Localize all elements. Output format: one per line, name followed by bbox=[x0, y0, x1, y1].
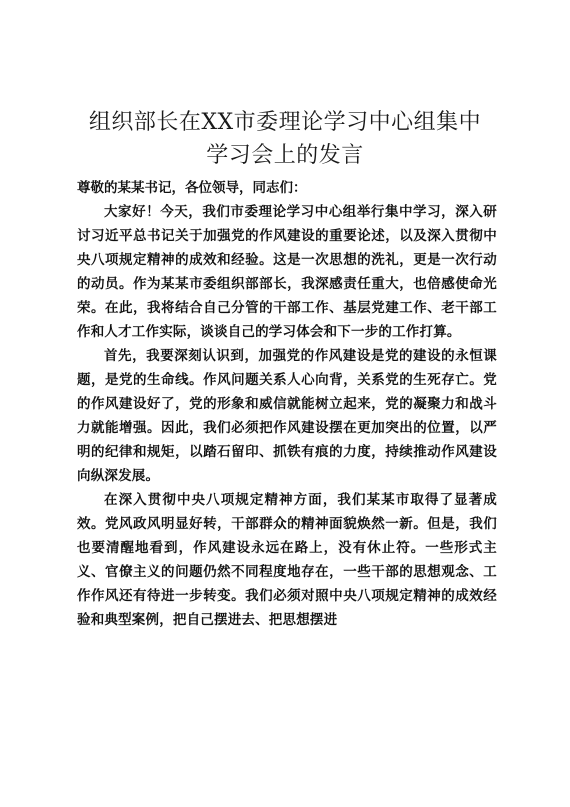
document-title-line-2: 学习会上的发言 bbox=[206, 143, 364, 168]
paragraph-opening: 大家好！今天，我们市委理论学习中心组举行集中学习，深入研讨习近平总书记关于加强党的作风建设的重要论述，以及深入贯彻中央八项规定精神的成效和经验。这是一次思想的洗礼，更是一次行动的动员。作为某某市委组织部部长，我深感责任重大，也倍感使命光荣。在此，我将结合自己分管的干部工作、基层党建工作、老干部工作和人才工作实际，谈谈自己的学习体会和下一步的工作打算。 bbox=[77, 204, 497, 340]
paragraph-implementation: 在深入贯彻中央八项规定精神方面，我们某某市取得了显著成效。党风政风明显好转，干部群众的精神面貌焕然一新。但是，我们也要清醒地看到，作风建设永远在路上，没有休止符。一些形式主义、官僚主义的问题仍然不同程度地存在，一些干部的思想观念、工作作风还有待进一步转变。我们必须对照中央八项规定精神的成效经验和典型案例，把自己摆进去、把思想摆进 bbox=[77, 492, 497, 628]
paragraph-first-point: 首先，我要深刻认识到，加强党的作风建设是党的建设的永恒课题，是党的生命线。作风问题关系人心向背，关系党的生死存亡。党的作风建设好了，党的形象和威信就能树立起来，党的凝聚力和战斗力就能增强。因此，我们必须把作风建设摆在更加突出的位置，以严明的纪律和规矩，以踏石留印、抓铁有痕的力度，持续推动作风建设向纵深发展。 bbox=[77, 348, 497, 484]
salutation: 尊敬的某某书记，各位领导，同志们： bbox=[77, 180, 307, 196]
document-body bbox=[77, 176, 497, 632]
document-title-line-1: 组织部长在XX市委理论学习中心组集中 bbox=[88, 110, 482, 135]
